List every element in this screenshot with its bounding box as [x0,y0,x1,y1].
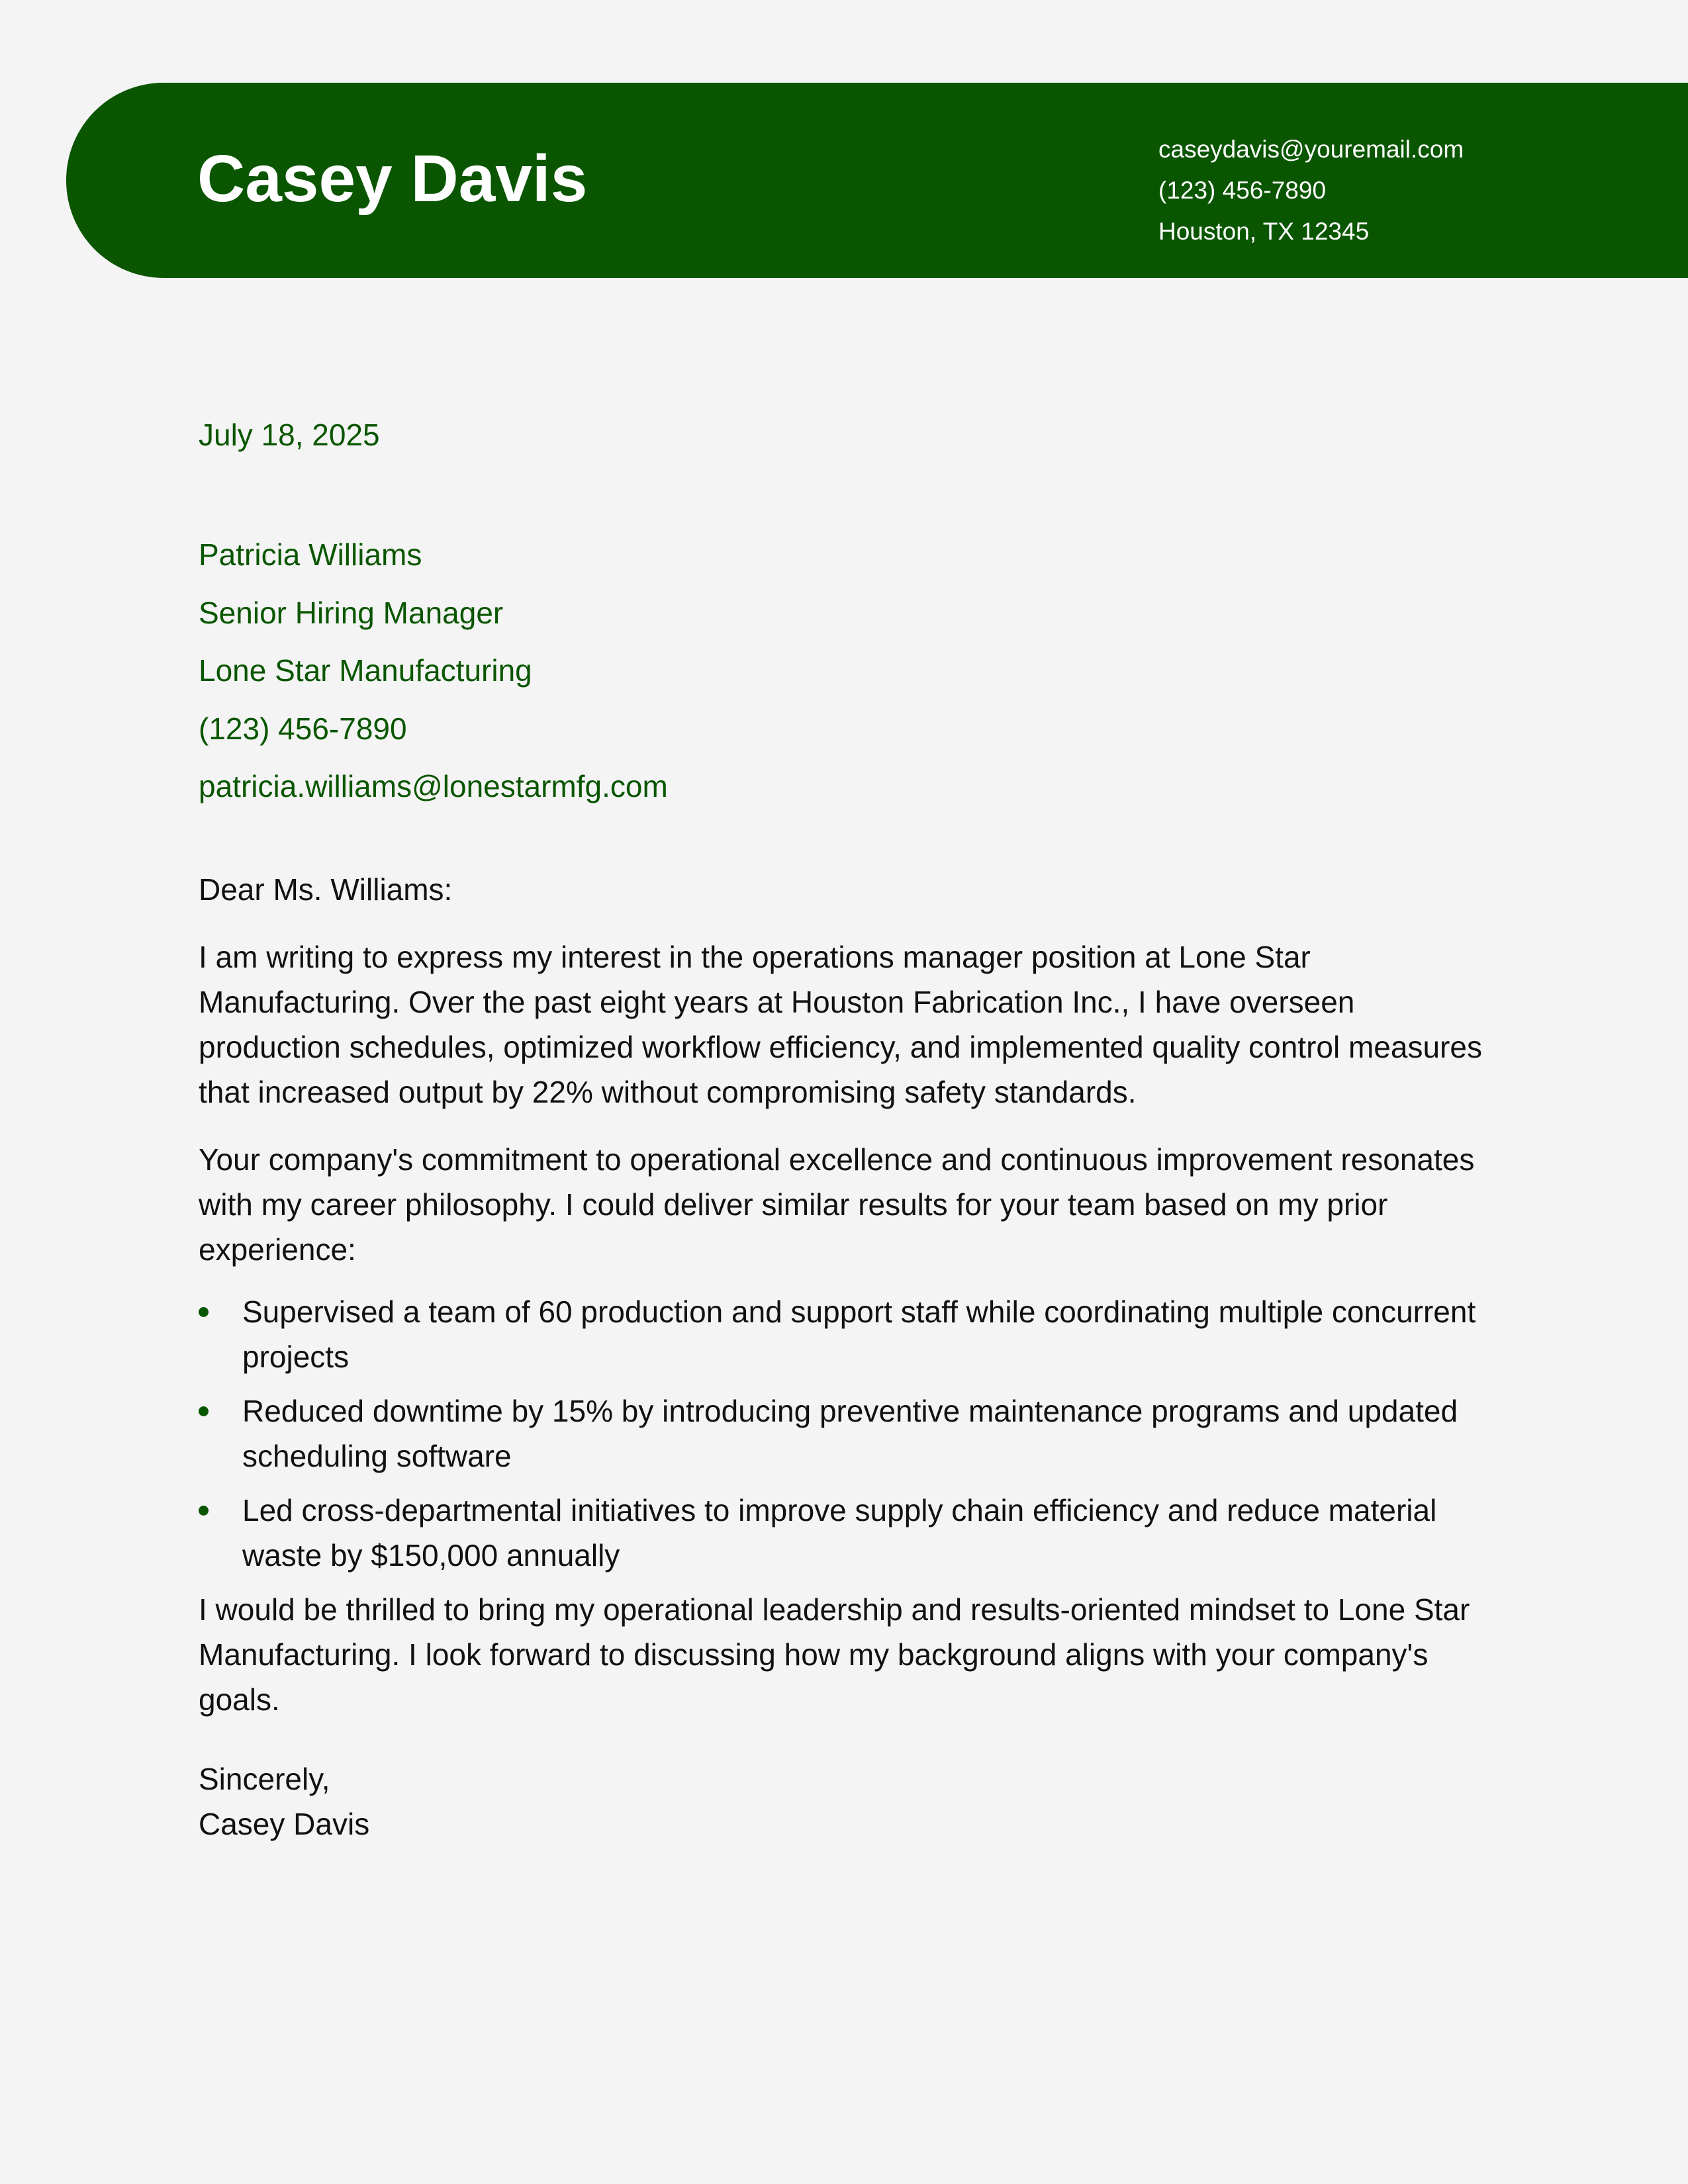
header-banner [66,83,1688,278]
closing-phrase: Sincerely, [199,1762,330,1796]
recipient-email: patricia.williams@lonestarmfg.com [199,769,668,803]
paragraph-closing: I would be thrilled to bring my operational leadership and results-oriented mindset to Lone Star Manufacturing. I look forward to discussing how my background aligns with your company's goals. [199,1592,1470,1717]
list-item-text: Supervised a team of 60 production and support staff while coordinating multiple concurrent projects [242,1295,1476,1374]
letter-date: July 18, 2025 [199,418,380,452]
sender-contact-block [1158,129,1464,252]
bullet-dot-icon [199,1406,209,1416]
sender-phone: (123) 456-7890 [1158,177,1327,204]
list-item-text: Led cross-departmental initiatives to improve supply chain efficiency and reduce material waste by $150,000 annually [242,1493,1437,1572]
sender-email: caseydavis@youremail.com [1158,136,1464,163]
sign-off [199,1756,1496,1846]
bullet-dot-icon [199,1506,209,1516]
paragraph-experience: Your company's commitment to operational excellence and continuous improvement resonates with my career philosophy. I could deliver similar results for your team based on my prior experience: [199,1142,1475,1267]
achievements-list [199,1289,1496,1578]
list-item [199,1388,1496,1479]
list-item-text: Reduced downtime by 15% by introducing preventive maintenance programs and updated scheduling software [242,1394,1458,1473]
recipient-name: Patricia Williams [199,537,422,572]
letter-body [199,867,1496,1846]
recipient-title: Senior Hiring Manager [199,595,504,630]
recipient-phone: (123) 456-7890 [199,711,407,746]
list-item [199,1289,1496,1379]
bullet-dot-icon [199,1307,209,1317]
recipient-block [199,526,668,816]
sender-name: Casey Davis [197,142,588,216]
recipient-company: Lone Star Manufacturing [199,653,532,688]
paragraph-intro: I am writing to express my interest in the operations manager position at Lone Star Manufacturing. Over the past eight years at Houston Fabrication Inc., I have overseen production schedules, optimized workflow efficiency, and implemented quality control measures that increased output by 22% without compromising safety standards. [199,940,1482,1109]
list-item [199,1488,1496,1578]
signature-name: Casey Davis [199,1807,370,1841]
salutation: Dear Ms. Williams: [199,872,453,907]
sender-location: Houston, TX 12345 [1158,218,1370,245]
